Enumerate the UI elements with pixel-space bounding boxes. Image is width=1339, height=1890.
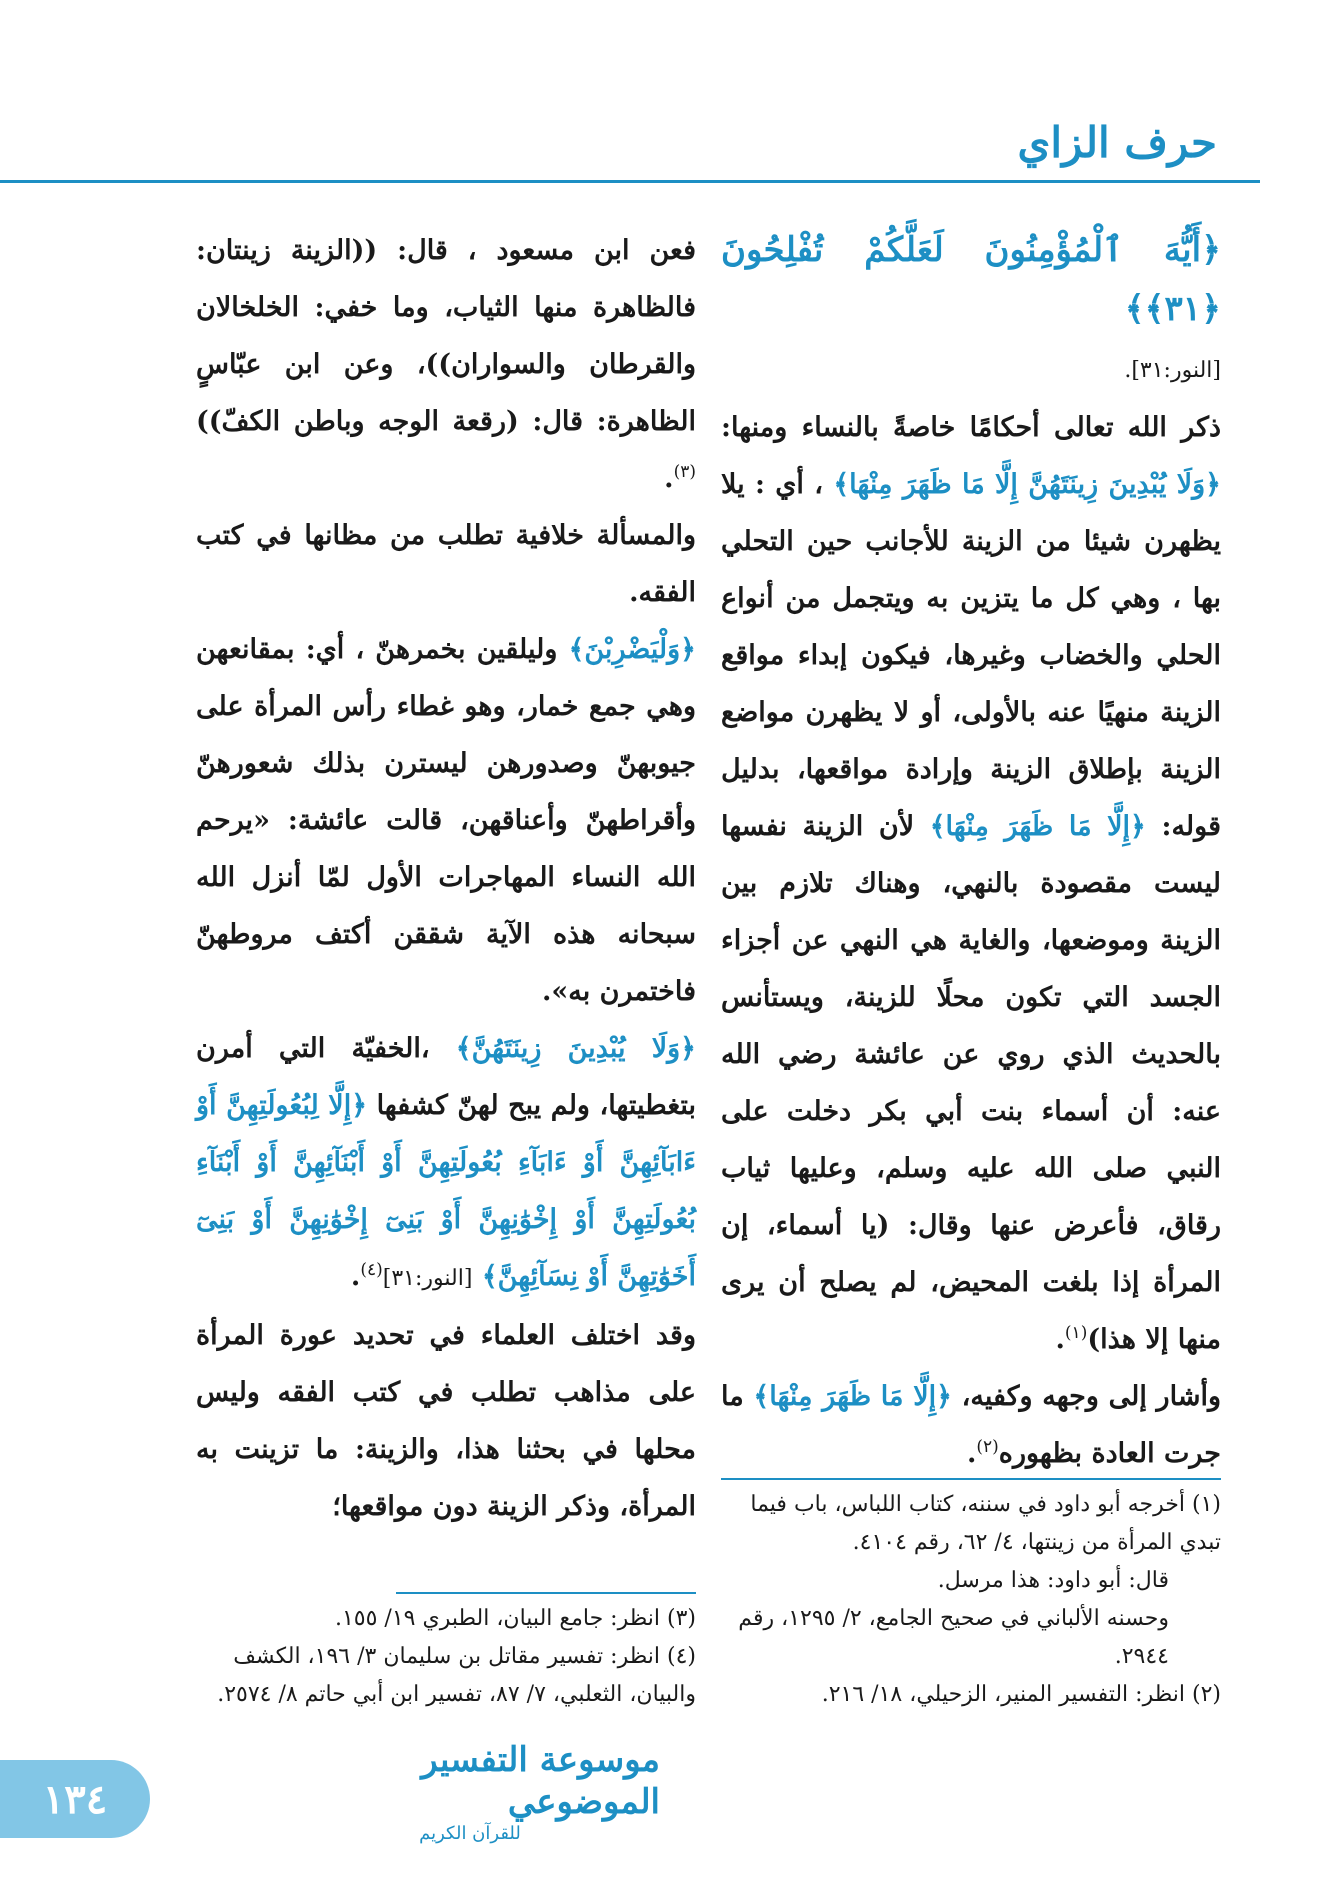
quran-quote: ﴿وَلَا يُبْدِينَ زِينَتَهُنَّ إِلَّا مَا ظَهَرَ مِنْهَا﴾ [833,469,1221,500]
footnote: (١) أخرجه أبو داود في سننه، كتاب اللباس، باب فيما تبدي المرأة من زينتها، ٤/ ٦٢، رقم ٤١٠٤. [750,1492,1221,1555]
paragraph: والمسألة خلافية تطلب من مظانها في كتب الفقه. [196,520,696,608]
footnote-marker[interactable]: (٣) [673,462,696,482]
encyclopedia-logo: موسوعة التفسير الموضوعي للقرآن الكريم [419,1740,660,1844]
footnote-divider [396,1592,696,1594]
footnote-marker[interactable]: (٢) [976,1437,999,1457]
verse-reference: [النور:٣١] [382,1266,473,1291]
paragraph: وقد اختلف العلماء في تحديد عورة المرأة على مذاهب تطلب في كتب الفقه وليس محلها في بحثنا هذا، والزينة: ما تزينت به المرأة، وذكر الزينة دون مواقعها؛ [196,1320,696,1522]
footnote-marker[interactable]: (٤) [360,1260,383,1280]
left-column [196,222,696,1535]
paragraph: وأشار إلى وجهه وكفيه، ﴿إِلَّا مَا ظَهَرَ مِنْهَا﴾ ما جرت العادة بظهوره$^{(٢)}$. [721,1381,1221,1469]
section-title: حرف الزاي [1017,118,1217,167]
footnote-note: قال: أبو داود: هذا مرسل. [937,1568,1169,1593]
footnotes-right [721,1478,1221,1714]
footnote-note: وحسنه الألباني في صحيح الجامع، ٢/ ١٢٩٥، رقم ٢٩٤٤. [738,1606,1169,1669]
footnote: (٢) انظر: التفسير المنير، الزحيلي، ١٨/ ٢١٦. [821,1682,1221,1707]
quran-quote: ﴿إِلَّا مَا ظَهَرَ مِنْهَا﴾ [929,811,1146,842]
header-divider [0,180,1260,183]
quran-quote: ﴿إِلَّا لِبُعُولَتِهِنَّ أَوْ ءَابَآئِهِنَّ أَوْ ءَابَآءِ بُعُولَتِهِنَّ أَوْ أَبْنَآئِهِنَّ أَوْ أَبْنَآءِ بُعُولَتِهِنَّ أَوْ إِخْوَٰنِهِنَّ أَوْ بَنِىٓ إِخْوَٰنِهِنَّ أَوْ بَنِىٓ أَخَوَٰتِهِنَّ أَوْ نِسَآئِهِنَّ﴾ [196,1090,696,1292]
footnote-divider [721,1478,1221,1480]
right-column [721,222,1221,1482]
footnote: (٤) انظر: تفسير مقاتل بن سليمان ٣/ ١٩٦، الكشف والبيان، الثعلبي، ٧/ ٨٧، تفسير ابن أبي حاتم ٨/ ٢٥٧٤. [217,1644,696,1707]
verse-reference: [النور:٣١]. [1124,358,1221,383]
page-number: ١٣٤ [0,1760,150,1838]
footnote-marker[interactable]: (١) [1064,1323,1088,1343]
quran-quote: ﴿وَلْيَضْرِبْنَ﴾ [568,634,696,665]
footnotes-left [196,1592,696,1714]
paragraph: ﴿وَلْيَضْرِبْنَ﴾ وليلقين بخمرهنّ ، أي: بمقانعهن وهي جمع خمار، وهو غطاء رأس المرأة على جيوبهنّ وصدورهن ليسترن بذلك شعورهنّ وأقراطهنّ وأعناقهن، قالت عائشة: «يرحم الله النساء المهاجرات الأول لمّا أنزل الله سبحانه هذه الآية شققن أكتف مروطهنّ فاختمرن به». [196,634,696,1007]
footnote: (٣) انظر: جامع البيان، الطبري ١٩/ ١٥٥. [334,1606,696,1631]
quran-quote: ﴿إِلَّا مَا ظَهَرَ مِنْهَا﴾ [753,1381,952,1412]
paragraph: فعن ابن مسعود ، قال: ((الزينة زينتان: فالظاهرة منها الثياب، وما خفي: الخلخالان والقرطان والسواران))، وعن ابن عبّاسٍ الظاهرة: قال: (رقعة الوجه وباطن الكفّ))$^{(٣)}$. [196,235,696,494]
quran-quote: ﴿وَلَا يُبْدِينَ زِينَتَهُنَّ﴾ [455,1033,696,1064]
paragraph: ﴿وَلَا يُبْدِينَ زِينَتَهُنَّ﴾ ،الخفيّة التي أمرن بتغطيتها، ولم يبح لهنّ كشفها ﴿إِلَّا لِبُعُولَتِهِنَّ أَوْ ءَابَآئِهِنَّ أَوْ ءَابَآءِ بُعُولَتِهِنَّ أَوْ أَبْنَآئِهِنَّ أَوْ أَبْنَآءِ بُعُولَتِهِنَّ أَوْ إِخْوَٰنِهِنَّ أَوْ بَنِىٓ إِخْوَٰنِهِنَّ أَوْ بَنِىٓ أَخَوَٰتِهِنَّ أَوْ نِسَآئِهِنَّ﴾ [النور:٣١]$^{(٤)}$. [196,1033,696,1292]
paragraph: ذكر الله تعالى أحكامًا خاصةً بالنساء ومنها: ﴿وَلَا يُبْدِينَ زِينَتَهُنَّ إِلَّا مَا ظَهَرَ مِنْهَا﴾ ، أي : يلا يظهرن شيئا من الزينة للأجانب حين التحلي بها ، وهي كل ما يتزين به ويتجمل من أنواع الحلي والخضاب وغيرها، فيكون إبداء مواقع الزينة منهيًا عنه بالأولى، أو لا يظهرن مواضع الزينة بإطلاق الزينة وإرادة مواقعها، بدليل قوله: ﴿إِلَّا مَا ظَهَرَ مِنْهَا﴾ لأن الزينة نفسها ليست مقصودة بالنهي، وهناك تلازم بين الزينة وموضعها، والغاية هي النهي عن أجزاء الجسد التي تكون محلًا للزينة، ويستأنس بالحديث الذي روي عن عائشة رضي الله عنه: أن أسماء بنت أبي بكر دخلت على النبي صلى الله عليه وسلم، وعليها ثياب رقاق، فأعرض عنها وقال: (يا أسماء، إن المرأة إذا بلغت المحيض، لم يصلح أن يرى منها إلا هذا)$^{(١)}$. [721,412,1222,1355]
verse-ending: ﴿أَيُّهَ ٱلْمُؤْمِنُونَ لَعَلَّكُمْ تُفْلِحُونَ ﴿٣١﴾﴾ [721,230,1221,329]
